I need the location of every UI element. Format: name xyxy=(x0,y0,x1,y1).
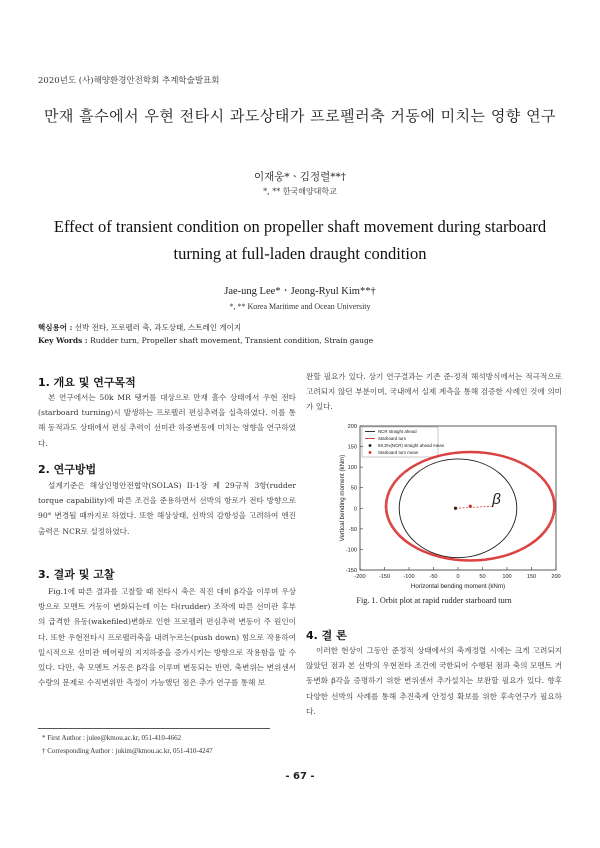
x-tick-label: -200 xyxy=(354,574,366,580)
authors-english: Jae-ung Lee*ㆍJeong-Ryul Kim**† xyxy=(224,286,376,297)
orbit-plot-figure xyxy=(306,418,564,590)
legend-label: Starboard turn mean xyxy=(378,450,419,455)
title-korean: 만재 흘수에서 우현 전타시 과도상태가 프로펠러축 거동에 미치는 영향 연구 xyxy=(43,107,557,125)
y-tick-label: 200 xyxy=(347,424,357,430)
beta-label: β xyxy=(492,491,501,509)
y-tick-label: -50 xyxy=(348,526,357,533)
plot-legend xyxy=(362,427,445,457)
orbit-straight-ahead xyxy=(399,459,517,558)
x-tick-label: -150 xyxy=(378,574,391,580)
keywords-korean-text: 선박 전타, 프로펠러 축, 과도상태, 스트레인 게이지 xyxy=(74,323,242,332)
legend-label: NCR straight ahead xyxy=(378,429,417,434)
y-tick-label: -150 xyxy=(345,568,357,574)
title-english: Effect of transient condition on propeller shaft movement during starboard turning at full-laden draught condition xyxy=(53,217,547,263)
y-tick-label: 150 xyxy=(347,444,357,451)
y-axis-label: Vertical bending moment (kNm) xyxy=(339,454,346,542)
section-3-text: Fig.1에 따른 결과를 고찰할 때 전타시 축은 직진 대비 β각을 이루며 우상방으로 모멘트 거동이 변화되는데 이는 타(rudder) 조작에 따른 선미관 후부의 급격한 유동(wakefiled)변화로 인한 프로펠러 편심추력 변동이 주 원인이다. 또한 우현전타시 프로펠러축을 내려누르는(push down) 힘으로 작용하여 일시적으로 선미관 베어링의 지지하중을 증가시키는 방향으로 작용함을 알 수 있다. 다만, 축 모멘트 거동은 β각을 이루며 변동되는 반면, 축변위는 변위센서 수량의 문제로 수직변위만 측정이 가능했던 점은 추가 연구를 통해 보 xyxy=(38,587,296,688)
figure-caption: Fig. 1. Orbit plot at rapid rudder starboard turn xyxy=(356,596,512,605)
footnote-divider xyxy=(38,728,270,729)
section-1-text: 본 연구에서는 50k MR 탱커를 대상으로 만재 흘수 상태에서 우현 전타(starboard turning)시 발생하는 프로펠러 편심추력을 실측하였다. 이를 통해 동적과도 상태에서 편심 추력이 선미관 하중변동에 미치는 영향을 연구하였다. xyxy=(38,393,296,448)
x-tick-label: 50 xyxy=(479,574,486,580)
y-tick-label: 0 xyxy=(353,506,357,513)
affiliation-english: *, ** Korea Maritime and Ocean University xyxy=(229,302,371,311)
keywords-korean xyxy=(38,322,241,334)
page-number: - 67 - xyxy=(285,771,315,782)
keywords-english xyxy=(38,335,373,347)
legend-marker xyxy=(369,444,372,447)
y-tick-label: -100 xyxy=(345,547,357,554)
keywords-korean-label: 핵심용어 : xyxy=(38,323,73,332)
x-tick-label: 0 xyxy=(456,574,460,580)
section-4-text: 이러한 현상이 그동안 준정적 상태에서의 축계정렬 시에는 크게 고려되지 않았던 점과 본 선박의 우현전타 조건에 국한되어 수행된 점과 축의 모멘트 거동변화 β각을 증명하기 위한 변위센서 추가설치는 보완할 필요가 있다. 향후 다양한 선박의 사례를 통해 추진축계 안정성 확보를 위한 후속연구가 필요하다. xyxy=(306,646,562,716)
section-2-heading: 2. 연구방법 xyxy=(38,463,97,476)
plot-orbits xyxy=(385,451,555,561)
section-2-text: 설계기준은 해상인명안전협약(SOLAS) II-1장 제 29규칙 3항(rudder torque capability)에 따른 조건을 준용하면서 선박의 항로가 전타 방향으로 90° 변경될 때까지로 하였다. 또한 해상상태, 선박의 감항성을 고려하여 엔진출력은 NCR로 설정하였다. xyxy=(38,481,296,536)
x-tick-label: -50 xyxy=(429,574,438,580)
section-4-heading: 4. 결 론 xyxy=(306,629,347,642)
section-3-continued: 완할 필요가 있다. 상기 연구결과는 기존 준-정적 해석방식에서는 적극적으로 고려되지 않던 부분이며, 국내에서 실제 계측을 통해 검증한 사례인 것에 의미가 있다. xyxy=(306,372,562,412)
section-3-heading: 3. 결과 및 고찰 xyxy=(38,568,115,581)
legend-label: 69.3%(NCR) straight ahead mean xyxy=(378,443,445,448)
section-1-heading: 1. 개요 및 연구목적 xyxy=(38,376,136,389)
beta-reference-line xyxy=(456,506,493,508)
keywords-english-text: Rudder turn, Propeller shaft movement, Transient condition, Strain gauge xyxy=(90,336,374,345)
authors-korean: 이재웅*ㆍ김정렬**† xyxy=(253,171,346,183)
y-tick-label: 100 xyxy=(347,465,357,472)
conference-header: 2020년도 (사)해양환경안전학회 추계학술발표회 xyxy=(38,76,220,86)
x-tick-label: 100 xyxy=(502,574,512,580)
x-axis-label: Horizontal bending moment (kNm) xyxy=(410,583,506,590)
footnote-first-author: * First Author : julee@kmou.ac.kr, 051-410-4662 xyxy=(42,734,182,742)
legend-marker xyxy=(369,451,372,454)
x-tick-label: 150 xyxy=(526,574,537,580)
legend-label: Starboard turn xyxy=(378,436,407,441)
affiliation-korean: *, ** 한국해양대학교 xyxy=(263,187,337,196)
footnote-corresponding-author: † Corresponding Author : jukim@kmou.ac.kr, 051-410-4247 xyxy=(42,747,213,755)
y-tick-label: 50 xyxy=(350,485,357,492)
keywords-english-label: Key Words : xyxy=(38,336,88,345)
x-tick-label: -100 xyxy=(403,574,415,580)
x-tick-label: 200 xyxy=(551,574,561,580)
